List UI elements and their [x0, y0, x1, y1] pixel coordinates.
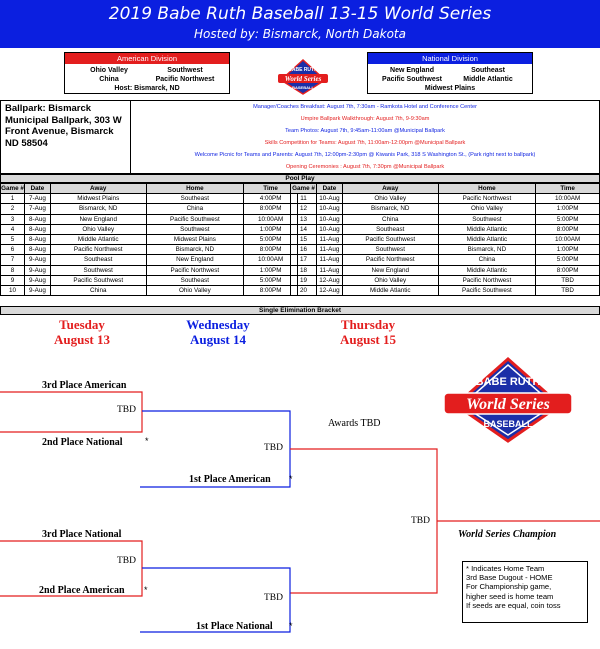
american-team: Ohio Valley: [90, 67, 128, 74]
bracket-slot-top-b: 2nd Place National: [42, 437, 123, 448]
table-cell: Southeast: [50, 255, 146, 265]
table-cell: Southwest: [146, 224, 244, 234]
table-cell: 10: [1, 285, 25, 295]
table-cell: 1:00PM: [536, 204, 600, 214]
table-cell: 16: [291, 245, 317, 255]
bracket-slot-bot-a: 3rd Place National: [42, 529, 122, 540]
american-team: Southwest: [167, 67, 203, 74]
svg-text:BASEBALL: BASEBALL: [292, 85, 314, 90]
table-cell: Pacific Northwest: [50, 245, 146, 255]
table-cell: Middle Atlantic: [438, 234, 536, 244]
awards-label: Awards TBD: [328, 418, 381, 429]
table-cell: Pacific Northwest: [438, 194, 536, 204]
table-cell: 5: [1, 234, 25, 244]
table-cell: Ohio Valley: [342, 275, 438, 285]
column-header: Game #: [1, 185, 24, 193]
table-cell: 4:00PM: [244, 194, 298, 204]
table-cell: 10:00AM: [244, 255, 298, 265]
babe-ruth-logo-large: [438, 355, 578, 445]
table-cell: Southwest: [50, 265, 146, 275]
table-cell: Bismarck, ND: [438, 245, 536, 255]
table-cell: 5:00PM: [244, 234, 298, 244]
event-item: Skills Competition for Teams: August 7th, 11:00am-12:00pm @Municipal Ballpark: [264, 140, 466, 146]
table-cell: 20: [291, 285, 317, 295]
bracket-slot-bot-b: 2nd Place American: [39, 585, 125, 596]
table-cell: 12: [291, 204, 317, 214]
event-item: Umpire Ballpark Walkthrough: August 7th, 9-9:30am: [300, 116, 430, 122]
page-title: 2019 Babe Ruth Baseball 13-15 World Series: [108, 4, 492, 24]
notes-box: [462, 561, 588, 623]
logo-text-mid: World Series: [466, 396, 550, 413]
column-header: Home: [438, 184, 536, 194]
table-cell: China: [50, 285, 146, 295]
table-cell: 11-Aug: [316, 234, 342, 244]
column-header: Home: [146, 184, 244, 194]
column-header: Date: [24, 184, 50, 194]
table-cell: Pacific Northwest: [146, 265, 244, 275]
table-cell: 8-Aug: [24, 224, 50, 234]
table-cell: 10:00AM: [536, 234, 600, 244]
table-cell: 8:00PM: [536, 224, 600, 234]
table-cell: Middle Atlantic: [342, 285, 438, 295]
note-line: If seeds are equal, coin toss: [466, 600, 561, 610]
table-cell: 11-Aug: [316, 255, 342, 265]
table-cell: Midwest Plains: [146, 234, 244, 244]
note-line: higher seed is home team: [466, 591, 554, 601]
tbd-label: TBD: [264, 443, 283, 453]
table-cell: China: [146, 204, 244, 214]
american-division-title: American Division: [65, 53, 229, 64]
column-header: Away: [342, 184, 438, 194]
event-item: Opening Ceremonies : August 7th, 7:30pm @Municipal Ballpark: [285, 164, 445, 170]
home-team-star: *: [289, 474, 293, 484]
table-cell: 5:00PM: [536, 214, 600, 224]
table-cell: 9-Aug: [24, 285, 50, 295]
table-cell: Pacific Southwest: [146, 214, 244, 224]
table-cell: 8-Aug: [24, 234, 50, 244]
table-cell: 14: [291, 224, 317, 234]
table-cell: Southeast: [342, 224, 438, 234]
table-cell: 3: [1, 214, 25, 224]
table-cell: 13: [291, 214, 317, 224]
table-cell: 1: [1, 194, 25, 204]
table-cell: 5:00PM: [536, 255, 600, 265]
table-cell: 11: [291, 194, 317, 204]
table-cell: 7: [1, 255, 25, 265]
svg-text:BABE RUTH: BABE RUTH: [288, 67, 318, 73]
table-cell: Pacific Northwest: [342, 255, 438, 265]
bracket-title: Single Elimination Bracket: [0, 306, 600, 315]
table-cell: 10-Aug: [316, 194, 342, 204]
table-cell: New England: [50, 214, 146, 224]
table-cell: China: [438, 255, 536, 265]
page-subtitle: Hosted by: Bismarck, North Dakota: [193, 27, 406, 41]
ballpark-address: Ballpark: Bismarck Municipal Ballpark, 303 W Front Avenue, Bismarck ND 58504: [1, 101, 131, 173]
national-team: Middle Atlantic: [463, 76, 513, 83]
table-cell: 8: [1, 265, 25, 275]
table-cell: Middle Atlantic: [438, 224, 536, 234]
table-cell: Ohio Valley: [146, 285, 244, 295]
table-cell: Pacific Southwest: [342, 234, 438, 244]
note-line: 3rd Base Dugout - HOME: [466, 573, 553, 583]
table-cell: 9-Aug: [24, 255, 50, 265]
tbd-label: TBD: [117, 556, 136, 566]
svg-text:World Series: World Series: [284, 75, 322, 83]
note-line: For Championship game,: [466, 582, 552, 592]
table-cell: 1:00PM: [244, 265, 298, 275]
table-cell: Midwest Plains: [50, 194, 146, 204]
table-cell: Bismarck, ND: [342, 204, 438, 214]
home-team-star: *: [289, 621, 293, 631]
table-cell: 2: [1, 204, 25, 214]
table-cell: China: [342, 214, 438, 224]
american-team: Pacific Northwest: [155, 76, 215, 83]
table-cell: Pacific Southwest: [50, 275, 146, 285]
logo-text-top: BABE RUTH: [475, 376, 541, 388]
column-header: Away: [50, 184, 146, 194]
table-cell: TBD: [536, 275, 600, 285]
table-cell: 10:00AM: [536, 194, 600, 204]
table-cell: 12-Aug: [316, 285, 342, 295]
table-cell: 8:00PM: [244, 245, 298, 255]
table-cell: New England: [342, 265, 438, 275]
day-name: Wednesday: [186, 317, 250, 332]
column-header: Date: [316, 184, 342, 194]
table-cell: 4: [1, 224, 25, 234]
logo-text-bottom: BASEBALL: [483, 419, 533, 429]
table-cell: Bismarck, ND: [146, 245, 244, 255]
table-cell: Southwest: [342, 245, 438, 255]
table-cell: 10-Aug: [316, 204, 342, 214]
table-cell: Pacific Southwest: [438, 285, 536, 295]
table-cell: Southeast: [146, 275, 244, 285]
table-cell: 10:00AM: [244, 214, 298, 224]
table-cell: 10-Aug: [316, 224, 342, 234]
day-date: August 13: [54, 332, 110, 347]
table-cell: 6: [1, 245, 25, 255]
table-cell: 11-Aug: [316, 265, 342, 275]
home-team-star: *: [145, 436, 149, 446]
day-date: August 14: [190, 332, 246, 347]
home-team-star: *: [144, 585, 148, 595]
national-extra-team: Midwest Plains: [424, 85, 476, 92]
table-cell: 18: [291, 265, 317, 275]
day-name: Tuesday: [59, 317, 105, 332]
tbd-label: TBD: [264, 593, 283, 603]
world-series-champion: World Series Champion: [458, 529, 557, 540]
tbd-label: TBD: [117, 405, 136, 415]
table-cell: 1:00PM: [244, 224, 298, 234]
table-cell: 9-Aug: [24, 275, 50, 285]
note-line: * Indicates Home Team: [466, 564, 545, 573]
american-team: China: [99, 76, 119, 83]
table-cell: Southeast: [146, 194, 244, 204]
column-header: Time: [536, 184, 600, 194]
table-cell: 8:00PM: [244, 285, 298, 295]
bracket-slot-bot-c: 1st Place National: [196, 621, 273, 632]
table-cell: New England: [146, 255, 244, 265]
day-date: August 15: [340, 332, 396, 347]
table-cell: Middle Atlantic: [438, 265, 536, 275]
event-item: Manager/Coaches Breakfast: August 7th, 7:30am - Ramkota Hotel and Conference Center: [253, 104, 477, 110]
table-cell: 7-Aug: [24, 204, 50, 214]
column-header: Time: [244, 184, 298, 194]
table-cell: 8:00PM: [244, 204, 298, 214]
table-cell: 12-Aug: [316, 275, 342, 285]
table-cell: 11-Aug: [316, 245, 342, 255]
pool-play-title: Pool Play: [0, 174, 600, 183]
table-cell: 8:00PM: [536, 265, 600, 275]
national-team: New England: [390, 67, 434, 74]
table-cell: Southwest: [438, 214, 536, 224]
table-cell: 7-Aug: [24, 194, 50, 204]
table-cell: Bismarck, ND: [50, 204, 146, 214]
bracket-slot-top-a: 3rd Place American: [42, 380, 127, 391]
table-cell: 5:00PM: [244, 275, 298, 285]
bracket-slot-top-c: 1st Place American: [189, 474, 271, 485]
table-cell: 1:00PM: [536, 245, 600, 255]
day-name: Thursday: [340, 317, 396, 332]
event-item: Team Photos: August 7th, 9:45am-11:00am @Municipal Ballpark: [285, 128, 445, 134]
table-cell: Ohio Valley: [50, 224, 146, 234]
table-cell: 19: [291, 275, 317, 285]
tbd-label: TBD: [411, 516, 430, 526]
table-cell: 8-Aug: [24, 245, 50, 255]
table-cell: 17: [291, 255, 317, 265]
table-cell: 9: [1, 275, 25, 285]
table-cell: TBD: [536, 285, 600, 295]
column-header: Game #: [292, 185, 315, 193]
table-cell: Pacific Northwest: [438, 275, 536, 285]
event-item: Welcome Picnic for Teams and Parents: August 7th, 12:00pm-2:30pm @ Kiwanis Park, 318 S Washington St., (Park right next to ballpark): [194, 152, 536, 158]
host-label: Host: Bismarck, ND: [114, 85, 180, 92]
table-cell: Ohio Valley: [438, 204, 536, 214]
national-team: Pacific Southwest: [382, 76, 442, 83]
table-cell: 15: [291, 234, 317, 244]
table-cell: Middle Atlantic: [50, 234, 146, 244]
table-cell: 9-Aug: [24, 265, 50, 275]
table-cell: 10-Aug: [316, 214, 342, 224]
table-cell: 8-Aug: [24, 214, 50, 224]
national-team: Southeast: [471, 67, 505, 74]
national-division-title: National Division: [368, 53, 532, 64]
table-cell: Ohio Valley: [342, 194, 438, 204]
